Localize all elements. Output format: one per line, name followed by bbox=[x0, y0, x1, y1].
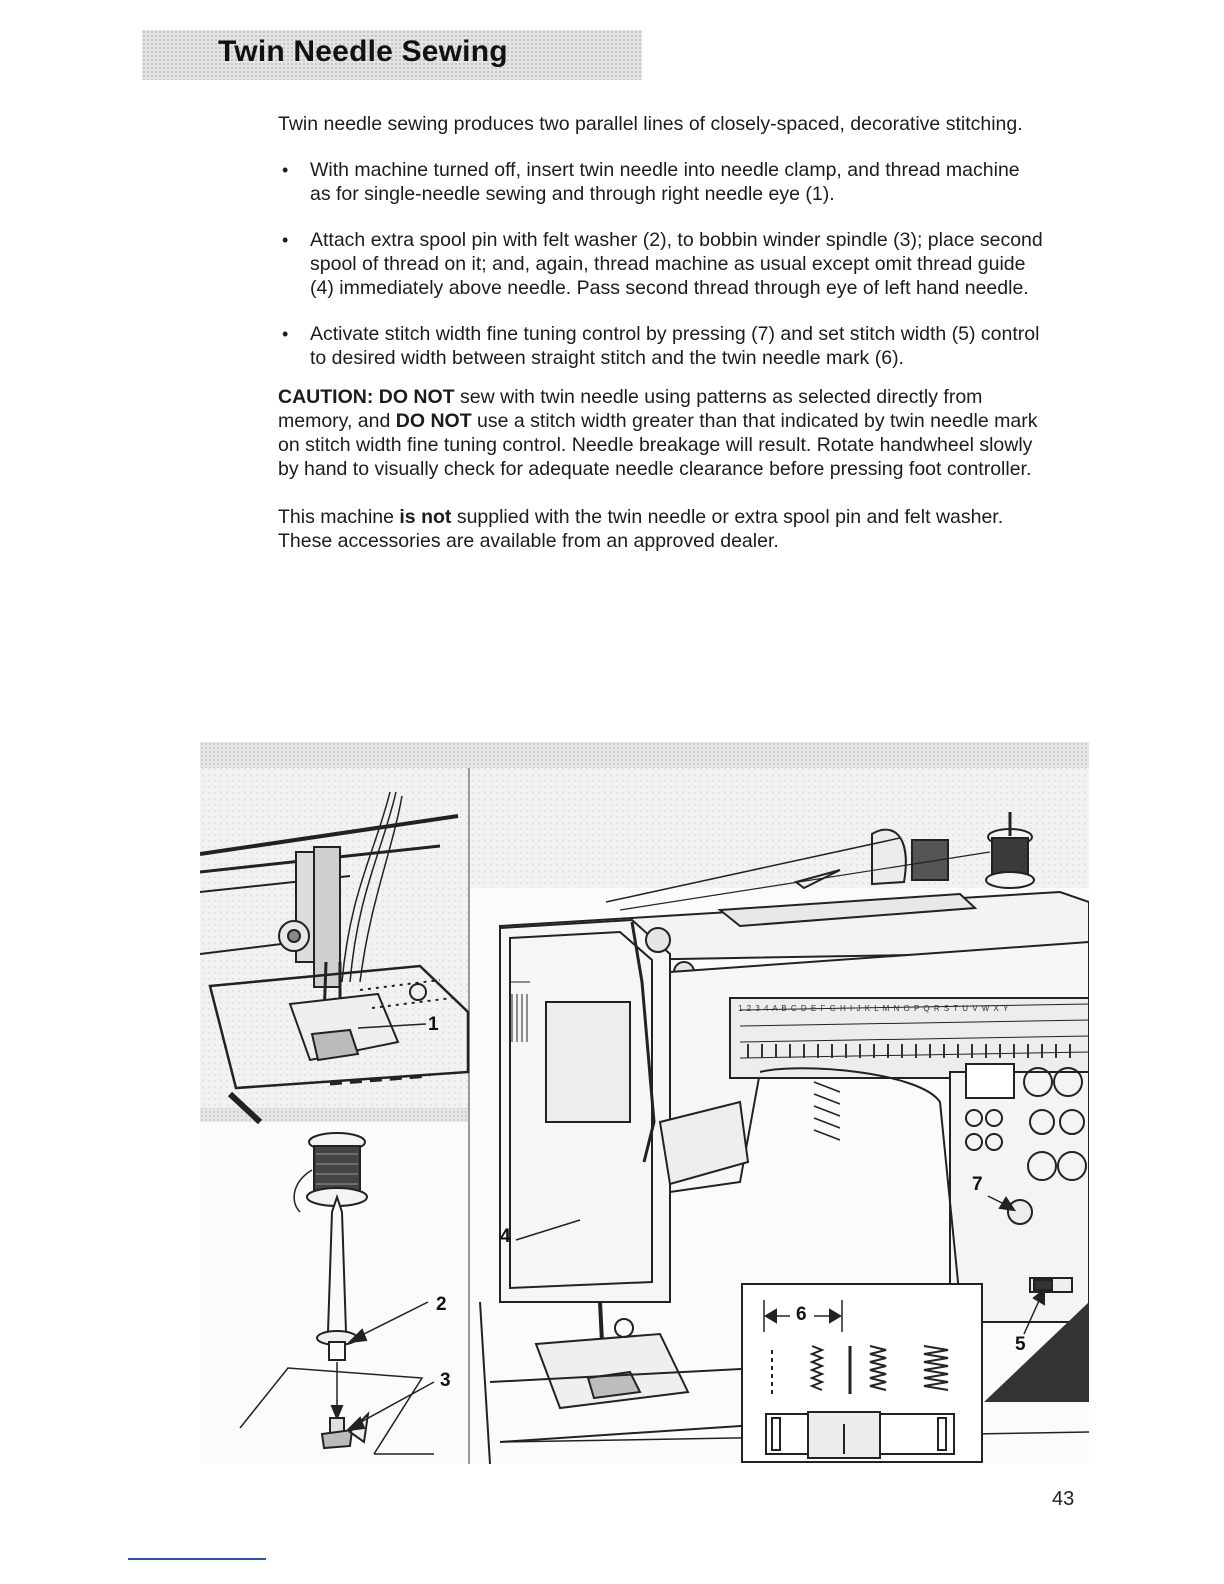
inset-label bbox=[760, 1294, 763, 1295]
callout-3: 3 bbox=[440, 1370, 451, 1391]
caution-label: CAUTION: bbox=[278, 386, 374, 408]
callout-1: 1 bbox=[428, 1014, 439, 1035]
callout-2: 2 bbox=[436, 1294, 447, 1315]
callout-6: 6 bbox=[796, 1304, 807, 1325]
note-text-2: supplied with the twin needle or extra spool pin and felt washer. These accessories are available from an approved dealer. bbox=[278, 506, 1004, 552]
steps-list bbox=[278, 158, 1044, 370]
callout-4: 4 bbox=[500, 1226, 511, 1247]
caution-do-not-1: DO NOT bbox=[378, 386, 455, 408]
callout-7: 7 bbox=[972, 1174, 983, 1195]
sewing-machine-illustration bbox=[200, 742, 1089, 1464]
needle-closeup bbox=[200, 768, 468, 1122]
intro-paragraph: Twin needle sewing produces two parallel lines of closely-spaced, decorative stitching. bbox=[278, 113, 1023, 135]
callout-5: 5 bbox=[1015, 1334, 1026, 1355]
machine-drawing bbox=[200, 742, 1089, 1464]
instructions bbox=[278, 112, 1044, 553]
note-paragraph bbox=[278, 505, 1044, 553]
note-is-not: is not bbox=[399, 506, 452, 528]
note-text-1: This machine bbox=[278, 506, 394, 528]
footer-underline bbox=[128, 1558, 266, 1560]
page-number: 43 bbox=[1052, 1488, 1075, 1510]
spool-pin-drawing bbox=[240, 1133, 434, 1454]
step-2: • Attach extra spool pin with felt washer (2), to bobbin winder spindle (3); place second spool of thread on it; and, again, thread machine as usual except omit thread guide (4) immediately above needle. Pass second thread through eye of left hand needle. bbox=[278, 228, 1044, 300]
step-1: • With machine turned off, insert twin needle into needle clamp, and thread machine as for single-needle sewing and through right needle eye (1). bbox=[278, 158, 1044, 206]
title-banner bbox=[142, 30, 642, 80]
caution-text-2: use a stitch width greater than that indicated by twin needle mark on stitch width fine tuning control. Needle breakage will result. Rotate handwheel slowly by hand to visually check for adequate needle clearance before pressing foot controller. bbox=[278, 410, 1038, 480]
step-3: • Activate stitch width fine tuning control by pressing (7) and set stitch width (5) control to desired width between straight stitch and the twin needle mark (6). bbox=[278, 322, 1044, 370]
stitch-panel-letters: 1 2 3 4 A B C D E F G H I J K L M N O P Q R S T U V W X Y bbox=[738, 1004, 1010, 1013]
stitch-width-inset bbox=[742, 1284, 982, 1462]
caution-text-1: sew with twin needle using patterns as selected directly from memory, and bbox=[278, 386, 983, 432]
page-title: Twin Needle Sewing bbox=[218, 35, 508, 68]
caution-paragraph bbox=[278, 385, 1044, 481]
caution-do-not-2: DO NOT bbox=[395, 410, 472, 432]
